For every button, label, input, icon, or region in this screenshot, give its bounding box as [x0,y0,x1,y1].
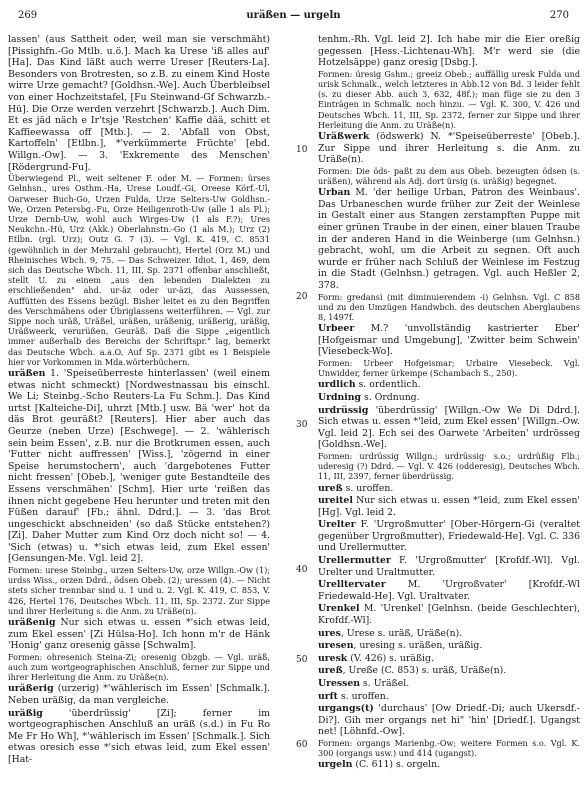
line-number: 30 [296,420,308,430]
entry-lemma: urgangs(t) [318,703,374,715]
paragraph-text: lassen' (aus Sattheit oder, weil man sie verschmäht) [Pissighfn.-Go Mtlb. u.ö.]. Mach ka Urese 'iß alles auf' [Ha]. Das Kind läßt auch werre Ureser [Reuters-La]. Besonders von Brotresten, so z.B. zu einem Kind Hoste wirre Urze gemacht? [Goldhsn.-We]. Auch Überbleibsel von einer Hochzeitstafel, [Fu Steinwand-Gf Schwarzb.-Hü]. Die Orze werden verzehrt [Schwarzb.]. Auch Dim. Et es jäd näch e Ir'tsje 'Restchen' Kaffie dää, schitt et Kaffieewassa off [Mtb.]. — 2. 'Abfall von Obst, Kartoffeln' [Etlbn.], *'verkümmerte Früchte' [ebd. Willgn.-Ow]. — 3. 'Exkremente des Menschen' [Rödergrund-Fu]. [8,34,270,173]
entry-lemma: urdlich [318,379,356,391]
entry-text: s. ordentlich. [355,379,421,391]
note-paragraph [318,166,580,186]
dictionary-entry [318,691,580,703]
note-text: Formen: ohresenich Steina-Zi; oresenig Obzgb. — Vgl. uräß, auch zum wortgeographischen Anschluß, ferner zur Sippe und ihrer Herleitung die Anm. zu Uräße(n). [8,651,270,683]
page-number-right: 270 [549,10,569,21]
dictionary-entry [318,703,580,738]
dictionary-entry [318,131,580,166]
note-paragraph [318,451,580,482]
note-text: Formen: Urbeer Hofgeismar; Urbaire Viesebeck. Vgl. Unwidder, ferner ürkempe (Schambach S., 250). [318,357,580,379]
entry-lemma: uresk [318,652,348,664]
entry-lemma: Uressen [318,678,361,689]
dictionary-entry [8,617,270,652]
dictionary-entry [318,628,580,640]
line-number: 10 [296,145,308,155]
note-text: Überwiegend Pl., weit seltener F. oder M. — Formen: ürses Gelnhsn., ures Osthm.-Ha, Urese Loudf.-Gi, Oreese Körf.-Ul, Oarweser Buch-Go, Urzen Fulda, Urze Selters-Uw Goldhsn.-We, Orzen Petersbg.-Fu, Orze Heiligenroth-Uw (alle 1 als Pl.); Urze Dernb-Uw, wohl auch Wirges-Uw (1 als F.?); Ures Neukchn.-Hü, Urz (Akk.) Oberlahnstn.-Go (1 als M.); Urz (2) Etlbn. (rgl. Urz); Outz G. 7 (3). — Vgl. K. 419, C. 8531 (gewöhnlich in der Mehrzahl gebraucht), Hertel (Orz M.) und Rheinisches Wbch. 9, 75. — Das Schweizer. Idiot. 1, 469, dem sich das Deutsche Wbch. 11, III, Sp. 2371 offenbar anschließt, stellt U. zu einem „aus den lebenden Dialekten zu erschließenden" ahd. ur-äz oder ur-äzi, das Aussessen, Auffütten des Essens bezügl. Bisher leitet es zu den Begriffen des Verschmähens oder Übriglassens weiterführen. — Vgl. zur Sippe noch uräß, Uräßel, uräßen, uräßenig, uräßerig, uräßig, Uräßweerk, verurüßen, Geuräß. Daß die Sippe „eigentlich immer außerhalb des Bereichs der Schriftspr." lag, bemerkt das Deutsche Wbch. a.a.O. Auf Sp. 2371 gibt es 1 Beispiele hier vor Vorkommen in Mda.wörterbüchern. [8,173,270,367]
entry-text: F. 'Urgroßmutter' [Ober-Hörgern-Gi (veraltet gegenüber Urgroßmutter), Friedewald-He]. Vgl. C. 336 und Urellermutter. [318,519,580,554]
entry-lemma: ureß [318,665,343,677]
note-paragraph [318,358,580,378]
entry-text: , Urese s. uräß, Uräße(n). [340,627,463,639]
note-text: Formen: urese Steinbg., urzen Selters-Uw, orze Willgn.-Ow (1); urdss Wiss., orzen Ddrd., ödsen Obeb. (2); uressen (4). — Nicht stets sicher trennbar sind u. 1 und u. 2. Vgl. K. 419, C. 853, V. 426, Hertel 176, Deutsches Wbch. 11, III, Sp. 2372. Zur Sippe und ihrer Herleitung s. die Anm. zu Uräße(n). [8,565,270,616]
dictionary-entry [8,708,270,766]
note-text: Formen: urdrüssig Willgn.; urdrüssig· s.o.; urdrüßig Flb.; uderesig (?) Ddrd. — Vgl. V. 426 (odderesig), Deutsches Wbch. 11, III, 2397, ferner überdrüssig. [318,450,580,482]
line-number: 20 [296,292,308,302]
entry-lemma: urft [318,690,338,702]
entry-lemma: ureitel [318,495,353,507]
entry-text: M. 'Urgroßvater' [Krofdf.-Wl Friedewald-He]. Vgl. Uraltvater. [318,579,580,602]
entry-lemma: Urbeer [318,323,355,335]
entry-lemma: Uräßwerk [318,131,370,142]
entry-text: 'durchaus' [Ow Driedf.-Di; auch Ukersdf.-Di?]. Gih mer organgs net hi" 'hin' [Driedf.]. Ugangst net! [Löhnfd.-Ow]. [318,703,580,738]
dictionary-entry [318,379,580,391]
dictionary-entry [318,759,580,771]
dictionary-entry [318,579,580,602]
entry-text: Nur sich etwas u. essen *'sich etwas leid, zum Ekel essen' [Zi Hülsa-Ho]. Ich honn m'r de Hänk 'Honig' ganz oresenig gässe [Schwalm]. [8,617,270,652]
entry-lemma: Urelltervater [318,579,386,591]
dictionary-entry [318,495,580,518]
dictionary-entry [318,640,580,652]
entry-text: 'überdrüssig' [Zi]; ferner im wortgeographischen Anschluß an uräß (s.d.) in Fu Ro Me Fr Ho Wh], *'wählerisch im Essen' [Schmalk.]. Sich etwas oresich esse *'sich etwas leid, zum Ekel essen' [Hat- [8,707,270,766]
entry-lemma: Urdning [318,391,362,403]
entry-text: M. 'der heilige Urban, Patron des Weinbaus'. Das Urbaneschen wurde früher zur Zeit der Weinlese in Gestalt einer aus Stangen zerstampften Puppe mit einer grünen Traube in der einen, einer blauen Traube in der anderen Hand in die Weinberge (um Gelnhsn.) gebracht, wohl, um die Arbeit zu segnen. Oft auch wurde er früher nach Schluß der Weinlese im Festzug in die Stadt (Gelnhsn.) getragen. Vgl. auch Heßler 2, 378. [318,187,580,291]
entry-lemma: Urban [318,187,351,199]
entry-text: (C. 611) s. orgeln. [352,759,441,771]
entry-lemma: uräßerig [8,683,54,695]
entry-text: M.? 'unvollständig kastrierter Eber' [Hofgeismar und Umgebung], 'Zwitter beim Schwein' [Viesebeck-Wo]. [318,323,580,358]
dictionary-entry [8,683,270,706]
note-text: Form: gredansi (mit diminuierendem -i) Gelnhsn. Vgl. C 858 und zu den Umzügen Handwbch. des deutschen Aberglaubens 8, 1497f. [318,291,580,322]
running-head: uräßen — urgeln [246,10,341,21]
dictionary-entry [318,483,580,495]
dictionary-entry [318,392,580,404]
dictionary-entry [318,323,580,358]
entry-lemma: urgeln [318,759,353,771]
entry-text: (urzerig) *'wählerisch im Essen' [Schmalk.]. Neben uräßig, da man vergleiche. [8,683,270,707]
entry-text: (V. 426) s. uräßig. [347,652,434,664]
line-number: 40 [296,565,308,575]
dictionary-entry [318,519,580,554]
page-number-left: 269 [18,10,38,21]
right-column [318,34,580,794]
dictionary-entry [318,405,580,451]
note-paragraph [8,652,270,683]
entry-text: Nur sich etwas u. essen *'leid, zum Ekel essen' [Hg]. Vgl. leid 2. [318,495,580,518]
note-paragraph [318,69,580,130]
dictionary-entry [318,555,580,578]
entry-lemma: uresen [318,640,354,652]
entry-lemma: ureß [318,482,343,494]
entry-text: M. 'Urenkel' [Gelnhsn. (beide Geschlechter), Krofdf.-Wl]. [318,603,580,627]
note-text: Formen: üresig Gshm.; greeiz Obeb.; auffällig uresk Fulda und urisk Schmalk., welch letzteres in Abb.12 von Bd. 3 leider fehlt (s. zu dieser Abb. auch 3, 632, 48f.); man füge sie zu den 3 Einträgen in Schmalk. noch hinzu. — Vgl. K. 300, V. 426 und Deutsches Wbch. 11, III, Sp. 2372, ferner zur Sippe und ihrer Herleitung die Anm. zu Uräße(n). [318,68,580,130]
entry-lemma: Urellermutter [318,555,391,567]
note-text: Formen: organgs Marienbg.-Ow; weitere Formen s.o. Vgl. K. 300 (organgs usw.) und 414 (ugangst). [318,737,580,759]
dictionary-entry [318,678,580,690]
entry-text: , Ureße (C. 853) s. uräß, Uräße(n). [342,665,507,677]
line-number: 50 [296,655,308,665]
entry-lemma: uräßen [8,367,46,379]
note-paragraph [318,738,580,758]
line-number: 60 [296,740,308,750]
note-paragraph [318,292,580,323]
page-header [0,0,587,26]
entry-text: s. uroffen. [337,690,389,702]
entry-text: 1. 'Speiseüberreste hinterlassen' (weil einem etwas nicht schmeckt) [Nordwestnassau bis einschl. We Li; Steinbg.-Scho Reuters-La Fu Schm.]. Das Kind urtst [Kalteiche-Di], uhrzt [Mtb.] usw. Bä 'wer' hot da däs Brot geuräßt? [Reuters]. Hier aber auch das Geurze (neben Urze) [Eschwege]. — 2. 'wählerisch sein beim Essen', z.B. nur die Brotkrumen essen, auch 'Futter nicht auffressen' [Wiss.], 'zögernd in einer Speise herumstochern', auch 'dargebotenes Futter nicht fressen' [Obeb.], 'weniger gute Bestandteile des Essens verschmähen' [Schm]. Hier urte 'reißen das ihnen nicht gegebene Heu herunter und treten mit den Füßen darauf' [Fb.; ähnl. Ddrd.]. — 3. 'das Brot ungeschickt abschneiden' (so daß Stücke entstehen?) [Zi]. Daher Mutter zum Kind Orz doch nicht so! — 4. 'Sich (etwas) u. *'sich etwas leid, zum Ekel essen' [Gensungen-Me. Vgl. leid 2]. [8,367,270,565]
note-paragraph [8,565,270,616]
entry-text: (ödswerk) N. *'Speiseüberreste' [Obeb.]. Zur Sippe und ihrer Herleitung s. die Anm. zu Uräße(n). [318,131,580,166]
entry-lemma: uräßig [8,707,43,719]
entry-lemma: uräßenig [8,617,56,629]
entry-lemma: urdrüssig [318,404,369,416]
entry-lemma: ures [318,627,341,639]
entry-lemma: Urenkel [318,603,360,615]
paragraph-text: tenhm.-Rh. Vgl. leid 2]. Ich habe mir die Eier oreßig gegessen [Hess.-Lichtenau-Wh]. M'r werd sie (die Hotzelsäppe) ganz oresig [Dsbg.]. [318,34,580,69]
entry-text: 'überdrüssig' [Willgn.-Ow We Di Ddrd.]. Sich etwas u. essen *'leid, zum Ekel essen' [Willgn.-Ow. Vgl. leid 2]. Ech sei des Oarwete 'Arbeiten' urdrösseg [Goldhsn.-We]. [318,404,580,451]
note-paragraph [8,173,270,367]
dictionary-entry [8,368,270,565]
entry-text: F. 'Urgroßmutter' [Krofdf.-Wl]. Vgl. Urelter und Uraltmutter. [318,555,580,578]
dictionary-entry [318,603,580,626]
body-paragraph [8,34,270,173]
dictionary-entry [318,187,580,291]
left-column [8,34,270,794]
entry-text: s. Ordnung. [361,391,420,403]
dictionary-entry [318,653,580,665]
entry-text: s. Uräßel. [360,678,410,689]
entry-lemma: Urelter [318,519,356,531]
entry-text: s. uroffen. [342,482,394,494]
body-paragraph [318,34,580,69]
entry-text: , uresing s. uräßen, uräßig. [353,640,483,652]
note-text: Formen: Die öds- paßt zu dem aus Obeb. bezeugten ödsen (s. uräßen), während als Adj. dort ürsig (s. uräßig) begegnet. [318,165,580,186]
dictionary-entry [318,665,580,677]
